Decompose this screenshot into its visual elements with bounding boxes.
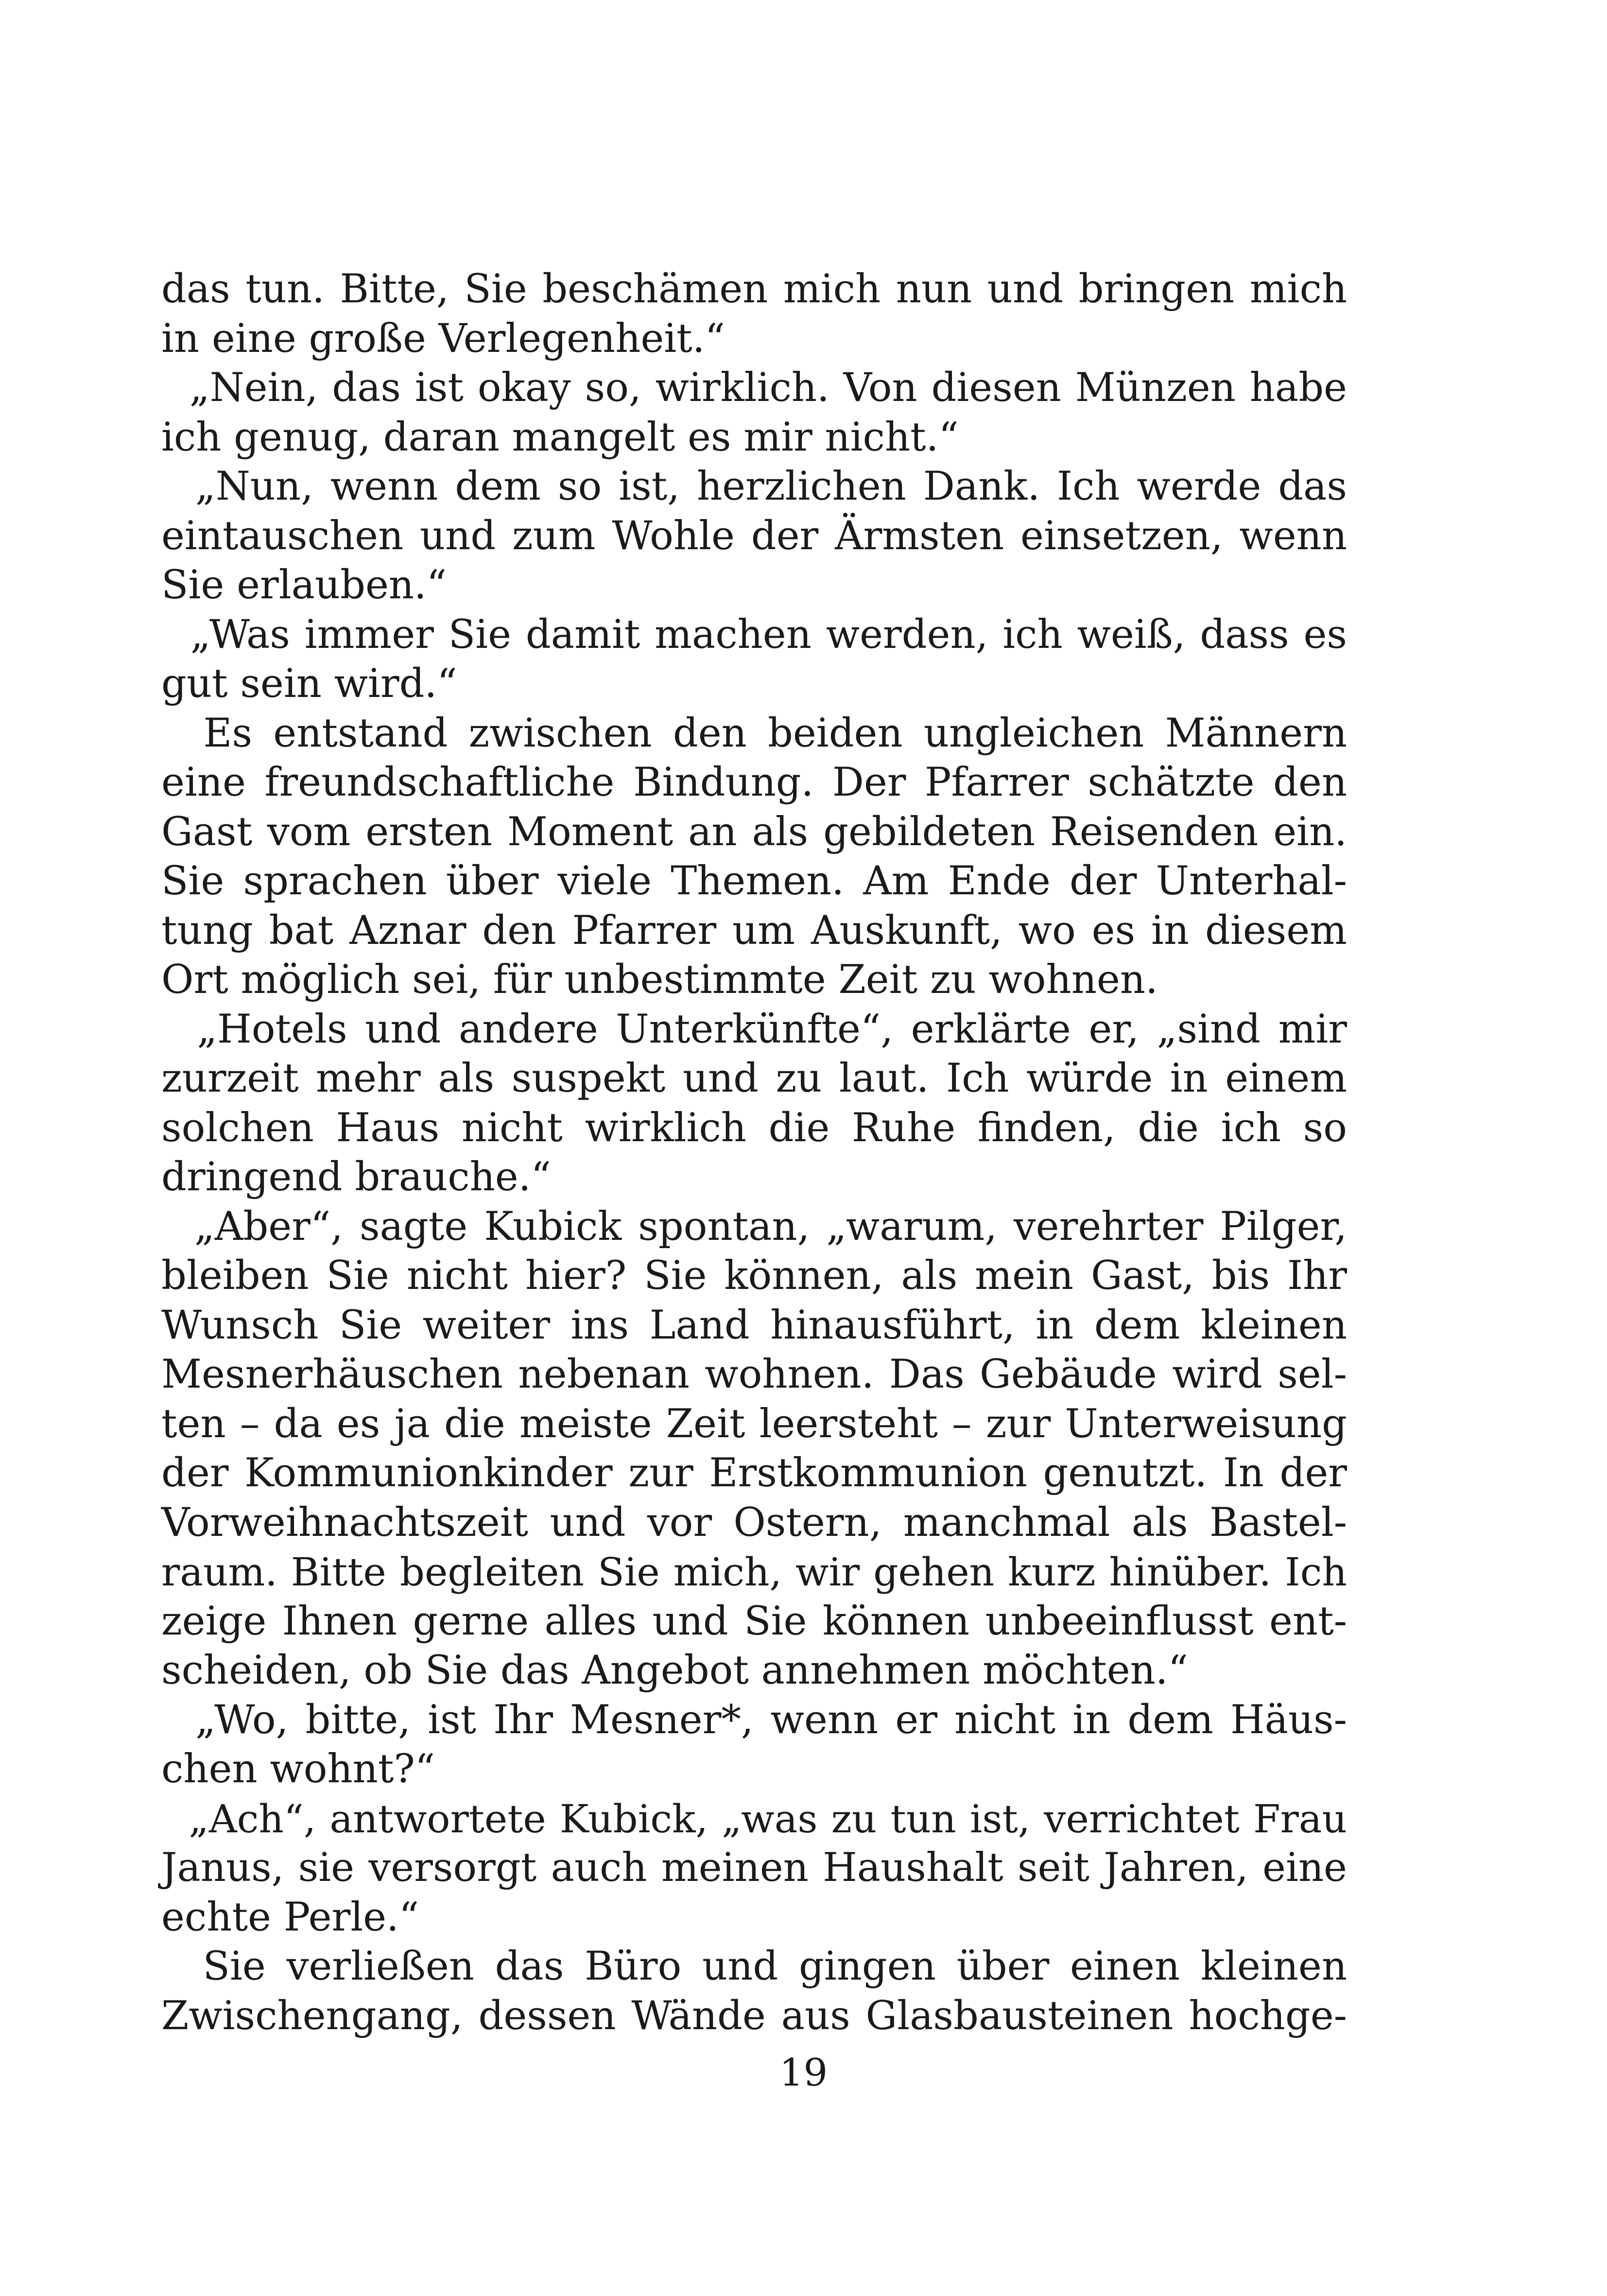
text-line: gut sein wird.“ [161, 661, 457, 707]
text-line: ten – da es ja die meiste Zeit leersteht – zur Unterweisung [161, 1401, 1347, 1447]
text-line: Sie erlauben.“ [161, 562, 447, 608]
text-line: Gast vom ersten Moment an als gebildeten Reisenden ein. [161, 809, 1347, 855]
text-line: scheiden, ob Sie das Angebot annehmen möchten.“ [161, 1648, 1188, 1693]
text-line: „Was immer Sie damit machen werden, ich weiß, dass es [161, 611, 1347, 658]
text-line: „Nun, wenn dem so ist, herzlichen Dank. Ich werde das [161, 464, 1347, 509]
text-line: tung bat Aznar den Pfarrer um Auskunft, wo es in diesem [161, 907, 1347, 954]
text-line: Janus, sie versorgt auch meinen Haushalt seit Jahren, eine [161, 1845, 1347, 1891]
text-line: Zwischengang, dessen Wände aus Glasbausteinen hochge- [161, 1993, 1347, 2039]
text-line: echte Perle.“ [161, 1894, 419, 1940]
text-line: Sie verließen das Büro und gingen über einen kleinen [161, 1944, 1347, 1989]
text-line: Ort möglich sei, für unbestimmte Zeit zu wohnen. [161, 957, 1158, 1003]
text-line: dringend brauche.“ [161, 1154, 551, 1200]
text-line: „Nein, das ist okay so, wirklich. Von diesen Münzen habe [161, 365, 1347, 411]
text-line: eintauschen und zum Wohle der Ärmsten einsetzen, wenn [161, 513, 1347, 559]
body-text [161, 265, 1347, 2041]
text-line: „Wo, bitte, ist Ihr Mesner*, wenn er nicht in dem Häus- [161, 1697, 1347, 1743]
text-line: eine freundschaftliche Bindung. Der Pfarrer schätzte den [161, 760, 1347, 805]
text-line: solchen Haus nicht wirklich die Ruhe finden, die ich so [161, 1105, 1347, 1151]
text-line: zurzeit mehr als suspekt und zu laut. Ich würde in einem [161, 1056, 1347, 1101]
text-line: Mesnerhäuschen nebenan wohnen. Das Gebäude wird sel- [161, 1352, 1347, 1397]
text-line: Vorweihnachtszeit und vor Ostern, manchmal als Bastel- [161, 1499, 1347, 1546]
text-line: „Ach“, antwortete Kubick, „was zu tun ist, verrichtet Frau [161, 1796, 1347, 1842]
text-line: zeige Ihnen gerne alles und Sie können unbeeinflusst ent- [161, 1598, 1347, 1644]
text-line: das tun. Bitte, Sie beschämen mich nun und bringen mich [161, 266, 1347, 312]
text-line: chen wohnt?“ [161, 1746, 435, 1792]
text-line: „Aber“, sagte Kubick spontan, „warum, verehrter Pilger, [161, 1203, 1347, 1250]
text-line: ich genug, daran mangelt es mir nicht.“ [161, 414, 959, 460]
text-line: Sie sprachen über viele Themen. Am Ende der Unterhal- [161, 858, 1347, 904]
text-line: der Kommunionkinder zur Erstkommunion genutzt. In der [161, 1450, 1347, 1496]
text-line: Wunsch Sie weiter ins Land hinausführt, in dem kleinen [161, 1302, 1347, 1348]
page-number: 19 [779, 2051, 828, 2095]
text-line: Es entstand zwischen den beiden ungleichen Männern [161, 710, 1347, 756]
text-line: bleiben Sie nicht hier? Sie können, als mein Gast, bis Ihr [161, 1253, 1347, 1299]
text-line: raum. Bitte begleiten Sie mich, wir gehen kurz hinüber. Ich [161, 1549, 1347, 1595]
text-line: „Hotels und andere Unterkünfte“, erklärte er, „sind mir [161, 1006, 1347, 1052]
text-line: in eine große Verlegenheit.“ [161, 315, 725, 362]
